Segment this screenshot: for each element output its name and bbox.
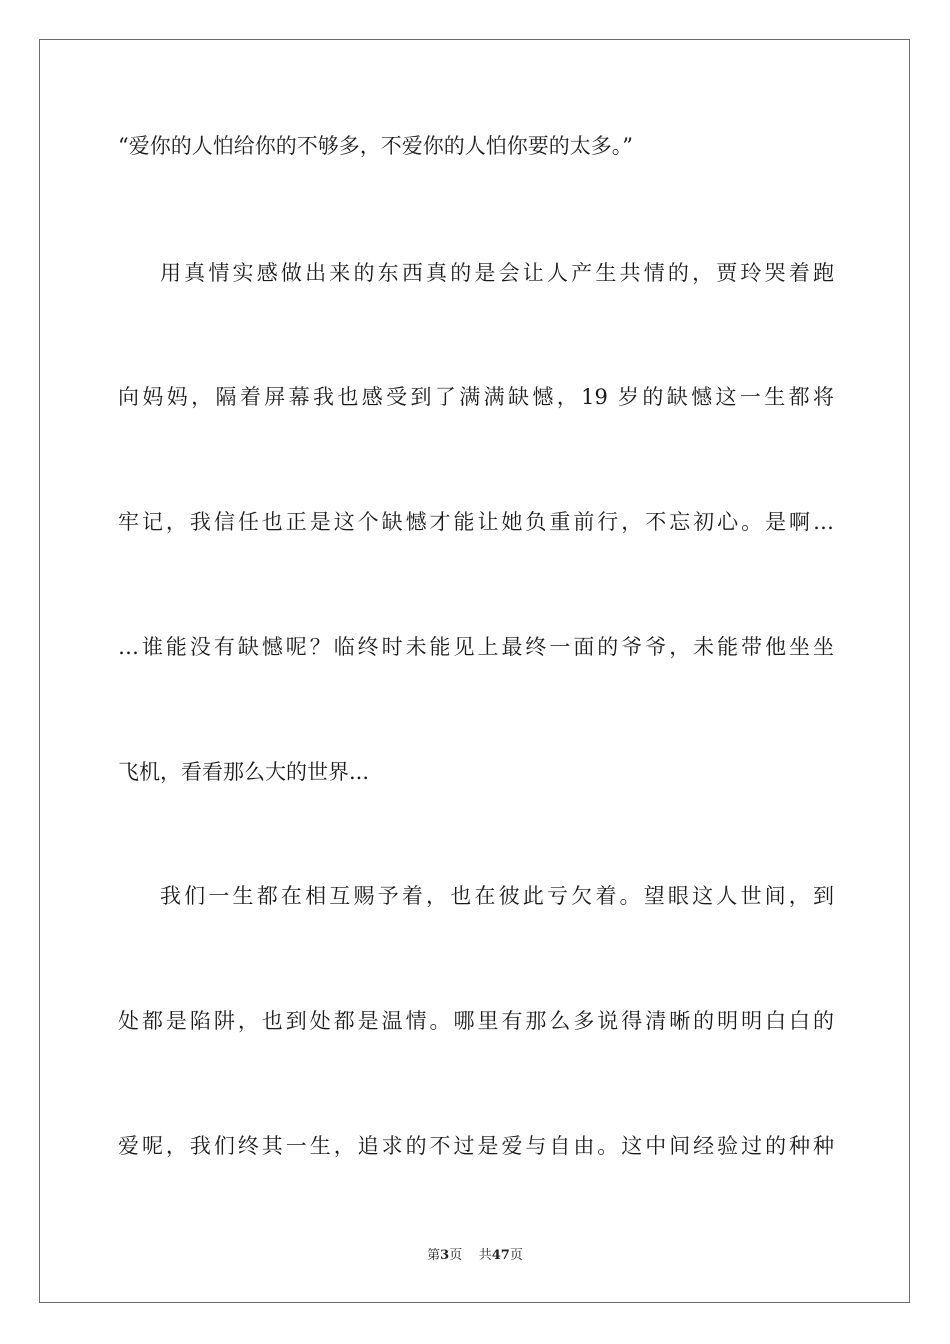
page-border	[39, 39, 910, 1303]
paragraph-3-line-3: 爱呢，我们终其一生，追求的不过是爱与自由。这中间经验过的种种	[118, 1134, 834, 1158]
paragraph-2-line-2: 向妈妈，隔着屏幕我也感受到了满满缺憾，19 岁的缺憾这一生都将	[118, 385, 834, 409]
page-prefix: 第	[427, 1248, 441, 1263]
paragraph-2-line-3: 牢记，我信任也正是这个缺憾才能让她负重前行，不忘初心。是啊…	[118, 510, 834, 534]
paragraph-3-line-1: 我们一生都在相互赐予着，也在彼此亏欠着。望眼这人世间，到	[160, 884, 834, 908]
paragraph-3-line-2: 处都是陷阱，也到处都是温情。哪里有那么多说得清晰的明明白白的	[118, 1009, 834, 1033]
text-line-1: “爱你的人怕给你的不够多，不爱你的人怕你要的太多。”	[118, 134, 633, 158]
page-suffix: 页	[449, 1248, 463, 1263]
page-footer	[0, 1247, 950, 1265]
total-prefix: 共	[478, 1248, 492, 1263]
paragraph-2-line-1: 用真情实感做出来的东西真的是会让人产生共情的，贾玲哭着跑	[160, 261, 834, 285]
paragraph-2-line-5: 飞机，看看那么大的世界...	[118, 760, 370, 784]
total-pages: 47	[491, 1248, 510, 1263]
paragraph-2-line-4: …谁能没有缺憾呢？临终时未能见上最终一面的爷爷，未能带他坐坐	[118, 635, 834, 659]
total-suffix: 页	[509, 1248, 523, 1263]
page-number: 3	[440, 1248, 450, 1263]
